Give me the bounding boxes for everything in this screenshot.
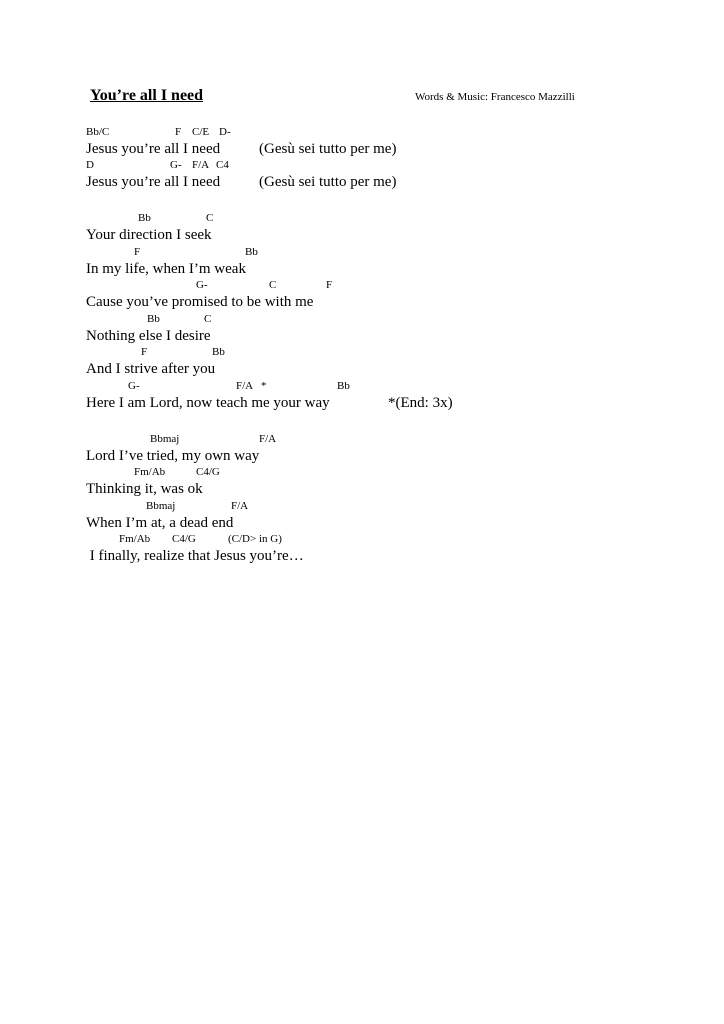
song-title: You’re all I need <box>90 87 204 104</box>
lyric-note: *(End: 3x) <box>388 395 453 411</box>
chord: Bb <box>147 313 160 325</box>
lyric-text: And I strive after you <box>86 361 216 377</box>
chord: Bb <box>245 246 258 258</box>
chord: Bb <box>212 346 225 358</box>
lyric-text: In my life, when I’m weak <box>86 261 246 277</box>
lyric-text: Nothing else I desire <box>86 328 211 344</box>
chord: C/E <box>192 126 210 138</box>
lyric-text: Your direction I seek <box>86 227 212 243</box>
chord: F/A <box>236 380 254 392</box>
lyric-text: I finally, realize that Jesus you’re… <box>86 548 304 564</box>
chord: D <box>86 159 94 171</box>
chord: D- <box>219 126 231 138</box>
chord: F <box>175 126 182 138</box>
lyric-text: Lord I’ve tried, my own way <box>86 448 260 464</box>
chord: Bbmaj <box>146 500 176 512</box>
lyric-text: Thinking it, was ok <box>86 481 203 497</box>
chord: (C/D> in G) <box>228 533 282 545</box>
chord: F/A <box>259 433 277 445</box>
chord: F <box>134 246 141 258</box>
chord: Bbmaj <box>150 433 180 445</box>
chord: Bb <box>337 380 350 392</box>
chord: F <box>141 346 148 358</box>
chord: C4/G <box>196 466 220 478</box>
chord: F <box>326 279 333 291</box>
chord: G- <box>196 279 208 291</box>
chord: F/A <box>231 500 249 512</box>
chord: G- <box>128 380 140 392</box>
lyric-translation: (Gesù sei tutto per me) <box>259 174 397 190</box>
lyric-line <box>86 547 304 601</box>
chord: Fm/Ab <box>134 466 166 478</box>
chord: Bb/C <box>86 126 110 138</box>
lyric-translation: (Gesù sei tutto per me) <box>259 141 397 157</box>
lyric-text: Cause you’ve promised to be with me <box>86 294 314 310</box>
lyric-text: Here I am Lord, now teach me your way <box>86 395 330 411</box>
chord: C4/G <box>172 533 196 545</box>
chord: C4 <box>216 159 229 171</box>
lyric-text: Jesus you’re all I need <box>86 174 221 190</box>
song-credits: Words & Music: Francesco Mazzilli <box>415 91 575 103</box>
lyric-text: Jesus you’re all I need <box>86 141 221 157</box>
chord: Bb <box>138 212 151 224</box>
chord: C <box>269 279 277 291</box>
chord: F/A <box>192 159 210 171</box>
chord: G- <box>170 159 182 171</box>
chord: Fm/Ab <box>119 533 151 545</box>
chord: C <box>206 212 214 224</box>
lyric-text: When I’m at, a dead end <box>86 515 234 531</box>
chord: C <box>204 313 212 325</box>
chord: * <box>261 380 267 392</box>
